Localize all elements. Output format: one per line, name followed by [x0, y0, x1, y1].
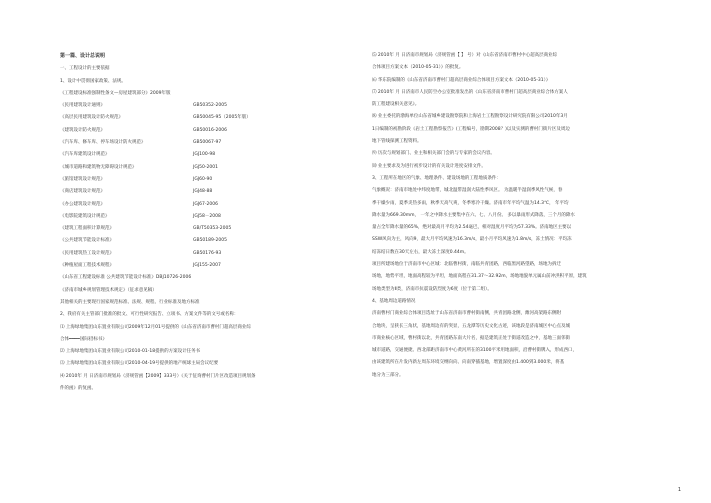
standard-code: GB50189-2005	[193, 238, 227, 244]
standard-code: JGJ100-98	[193, 152, 216, 158]
text-line: 由该建筑所在片发内新左周东环境交纲向向、向南穿插基地，增置深度由1.400到3.000米，将基	[372, 360, 565, 366]
text-line: ⑻ 业主委托的渤海单位山东省城乡建设勘察院和上海岩土工程勘察设计研究院有限公司2010年3月	[372, 114, 568, 120]
right-text-block	[372, 50, 655, 382]
approval-documents-block	[60, 297, 343, 395]
text-line: 3、工程所在地区的气象、地理条件、建设场地的工程地质条件：	[372, 175, 501, 181]
text-line: ⑼ 历次与规划部门、业主和相关部门会的与专家的会议内容。	[372, 151, 495, 157]
standard-item	[60, 260, 343, 272]
standard-name: 《建筑设计防火规范》	[60, 127, 105, 133]
text-line: 季干燥少雨，夏季炎热多雨，秋季天高气爽，冬季寒冷干燥。济南市年平均气温为14.3℃， 年平均	[372, 200, 569, 206]
standard-name: 《商店建筑设计规范》	[60, 189, 105, 195]
standard-name: 《建筑工程面积计算规范》	[60, 226, 114, 232]
standard-code	[202, 272, 344, 284]
standard-code: GB50176-93	[193, 250, 222, 256]
standard-item	[60, 235, 343, 247]
standard-code: JGJ60-90	[193, 176, 213, 182]
text-line: SSW风向为主，风向9，最大月平均风速为16.3m/s，最小月平均风速为1.8m/s，冻土情况：平均冻	[372, 237, 572, 243]
standard-name: 《汽车库、修车库、停车场设计防火规范》	[60, 140, 146, 146]
text-line: 量占全年降水量的65%，绝对最高月平均为2.54毫巴，相对湿度月平均为57.33%。济南地区主要以	[372, 225, 572, 231]
standard-item	[60, 285, 343, 297]
standard-code: JGJ50-2001	[193, 164, 218, 170]
text-line: 场地类型为Ⅱ类，济南市抗震设防烈度为6度（位于第二组）。	[372, 286, 492, 292]
standard-code: GB50045-95（2005年版）	[193, 115, 251, 121]
standard-item	[60, 88, 343, 100]
standard-item	[60, 211, 343, 223]
standard-name: 《民用建筑热工设计规范》	[60, 250, 114, 256]
text-line: ⑵ 上海绿地集团山东置业有限公司2010-01-18提供的方案设计任务书	[60, 349, 201, 355]
text-line: ⑹ 华东院编制的《山东省济南市曹村门超高层商业综合体项目方案文本（2010-05-31）》	[372, 77, 551, 83]
standard-name: 《民用建筑设计通则》	[60, 103, 105, 109]
standard-code: JGJ67-2006	[193, 201, 218, 207]
text-line: 2、我府有关主管部门批准的批文、可行性研究报告、立项书、方案文件等的文号或名称：	[60, 312, 239, 318]
standard-name: 《城市道路和建筑物无障碍设计规范》	[60, 164, 137, 170]
standard-code: JGJ48-88	[193, 189, 213, 195]
section-title: 第一篇、设计总说明	[60, 53, 106, 59]
text-line: 合体━━━━国际招标书》	[60, 336, 107, 342]
text-line: 合地块，呈狭长三角状，基地周边有的突显，五龙潭等历史文化古迹，该地段是济南城区中心点及城	[372, 323, 570, 329]
text-line: 1日编制的初勘阶段《岩土工程勘察报告》(工程编号，勘期2008？)以及实测的曹村门街片区及周边	[372, 126, 570, 132]
standard-code	[202, 88, 344, 100]
standards-list	[60, 88, 343, 297]
standard-name: 《办公建筑设计规范》	[60, 201, 105, 207]
right-column	[372, 50, 655, 382]
text-line: 地下管线探测工程资料。	[372, 139, 422, 145]
standard-name: 《公共建筑节能设计标准》	[60, 238, 114, 244]
standard-item	[60, 162, 343, 174]
standard-code: JGJ58－2008	[193, 213, 221, 219]
intro-block	[60, 63, 343, 88]
text-line: 一、工程设计的主要依据	[60, 66, 110, 72]
standard-name: 《高层民用建筑设计防火规范》	[60, 115, 123, 121]
text-line: 其他相关的主要现行国家规范标准、法规、规程、行业标准及地方标准	[60, 299, 200, 305]
standard-item	[60, 199, 343, 211]
text-line: 件的函》的复函。	[60, 386, 96, 392]
standard-name: 《旅馆建筑设计规范》	[60, 176, 105, 182]
text-line: 4、基地周边道路情况	[372, 298, 416, 304]
standard-item	[60, 186, 343, 198]
standard-item	[60, 174, 343, 186]
standard-name: 《工程建设标准强制性条文—房屋建筑部分》2009年版	[60, 90, 171, 96]
standard-name: 《汽车库建筑设计规范》	[60, 152, 110, 158]
text-line: ⑸ 2010年 月 日济南市规划局（济规管函【 】 号）对《山东省济南市曹村中心超高层商业综	[372, 53, 558, 58]
text-line: 合体项目方案文本（2010-05-31）》的批复。	[372, 65, 464, 71]
standard-item	[60, 137, 343, 149]
text-line: 地分为三部分。	[372, 372, 404, 378]
text-line: ⑷ 2010年 月 日济南市规划局（济规管函【2009】333号）《关于征询曹村门片区改造项目规划条	[60, 373, 256, 379]
text-line: 1、设计中贯彻国家政策、法规。	[60, 78, 126, 84]
standard-name: 《山东省工程建设标准 公共建筑节能设计标准》DBJ10726-2006	[60, 275, 192, 281]
standard-item	[60, 272, 343, 284]
text-line: 降水量为669.30mm， 一年之中降水主要集中在六、七、八月份。 多以暴雨形式降落，三个月的降水	[372, 212, 575, 218]
standard-code: JGJ155-2007	[193, 263, 221, 269]
text-line: ⑽ 业主要求及为进行初步设计的有关设计进度安排文件。	[372, 163, 486, 169]
standard-item	[60, 100, 343, 112]
standard-code: GB50016-2006	[193, 127, 227, 133]
text-line: 济南曹村门商业综合体项目选址于山东省济南市曹村街南侧，共青团路北侧，潍河高架路东侧附	[372, 311, 561, 317]
standard-name: 《电影院建筑设计规范》	[60, 213, 110, 219]
standard-item	[60, 112, 343, 124]
standard-code: GB50352-2005	[193, 103, 227, 109]
standard-name: 《济南市城乡规划管理技术规定》（征求意见稿）	[60, 287, 157, 293]
standard-item	[60, 149, 343, 161]
text-line: 场地，地势平坦，地面高程较为平坦，地面高程在31.37～32.92m，场地地貌单元属山前冲洪积平原，建筑	[372, 274, 587, 280]
text-line: 市商业核心区域，曹村街以北，共青团路东南大片名，据是建筑正处于街道改造之中，基地三面邻街	[372, 335, 570, 341]
text-line: 气象概况：济南市地处中纬度地带，城北温带湿润大陆性季风区。 为温暖半湿润季风性气候，春	[372, 188, 563, 194]
standard-item	[60, 125, 343, 137]
standard-name: 《种植屋面工程技术规程》	[60, 263, 114, 269]
standard-code: GB50067-97	[193, 140, 222, 146]
page-number: 1	[677, 487, 681, 493]
standard-item	[60, 248, 343, 260]
text-line: ⑶ 上海绿地集团山东置业有限公司2010-04-19号提供的地产统球主局会议纪要	[60, 361, 219, 367]
standard-code: GB/T50353-2005	[193, 226, 232, 232]
standard-item	[60, 223, 343, 235]
text-line: 防工程建设相关意见》。	[372, 102, 420, 108]
left-column	[60, 50, 343, 395]
text-line: ⑺ 2010年 月 日济南市人民防空办公室批准发出的《山东省济南市曹村门超高层商业综合体方案人	[372, 89, 568, 95]
text-line: 城市道路，交通便捷。西北部距济南市中心黄河所在的3100平米用地面积，沿曹村街牌入，形成西口，	[372, 348, 577, 354]
standard-code	[202, 285, 344, 297]
text-line: 项目所建场地位于济南市中心区城：北临曹村街，南临共青团路，西临黑河路望路，场地为拆迁	[372, 262, 561, 268]
text-line: ⑴ 上海绿地集团山东置业有限公司2009年12月01号提供的《山东省济南市曹村门超高层商业综	[60, 324, 251, 330]
text-line: 结冻结日数在30天左右，最大冻土深度0.44m。	[372, 249, 469, 255]
